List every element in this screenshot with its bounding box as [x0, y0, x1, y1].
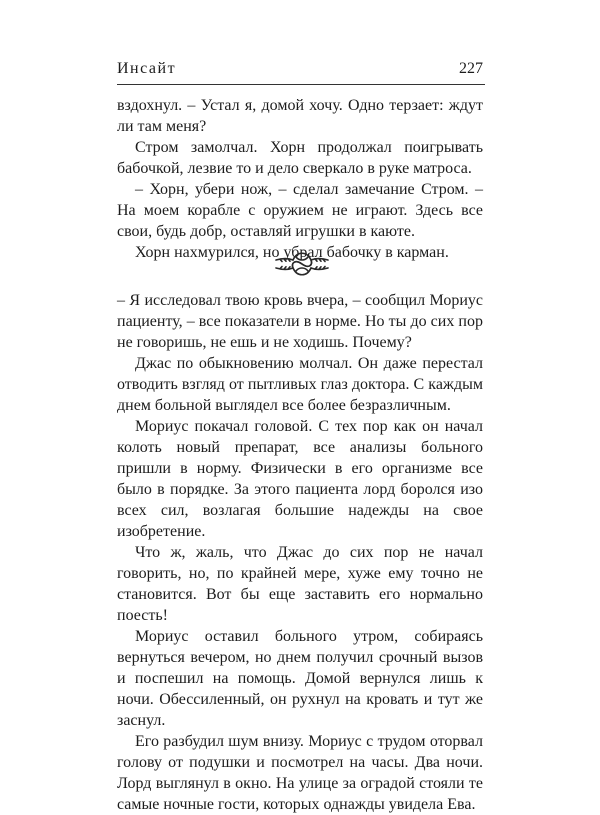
paragraph: Джас по обыкновению молчал. Он даже перестал отводить взгляд от пытливых глаз доктора. С каждым днем больной выглядел все более безразличным. [117, 355, 483, 414]
running-title: Инсайт [117, 60, 177, 77]
paragraph: Мориус оставил больного утром, собираясь вернуться вечером, но днем получил срочный вызов и поспешил на помощь. Домой вернулся лишь к ночи. Обессиленный, он рухнул на кровать и тут же заснул. [117, 628, 483, 729]
paragraph: – Я исследовал твою кровь вчера, – сообщил Мориус пациенту, – все показатели в норме. Но ты до сих пор не говоришь, не ешь и не ходишь. Почему? [117, 292, 483, 351]
paragraph: – Хорн, убери нож, – сделал замечание Стром. – На моем корабле с оружием не играют. Здесь все свои, будь добр, оставляй игрушки в каюте. [117, 181, 483, 240]
paragraph: Что ж, жаль, что Джас до сих пор не начал говорить, но, по крайней мере, хуже ему точно не становится. Вот бы еще заставить его нормально поесть! [117, 544, 483, 624]
page-header [117, 60, 483, 84]
page-number: 227 [459, 60, 483, 77]
header-rule [117, 84, 485, 85]
text-section-1 [117, 95, 483, 263]
text-section-2 [117, 290, 483, 815]
paragraph: Хорн нахмурился, но убрал бабочку в карман. [135, 244, 449, 261]
paragraph: Мориус покачал головой. С тех пор как он начал колоть новый препарат, все анализы больного пришли в норму. Физически в его организме все было в порядке. За этого пациента лорд боролся изо всех сил, возлагая большие надежды на свое изобретение. [117, 418, 483, 540]
paragraph: Его разбудил шум внизу. Мориус с трудом оторвал голову от подушки и посмотрел на часы. Два ночи. Лорд выглянул в окно. На улице за оградой стояли те самые ночные гости, которых однажды увидела Ева. [117, 733, 483, 813]
rope-knot-icon [275, 249, 329, 279]
paragraph: вздохнул. – Устал я, домой хочу. Одно терзает: ждут ли там меня? [117, 97, 483, 135]
paragraph: Стром замолчал. Хорн продолжал поигрывать бабочкой, лезвие то и дело сверкало в руке матроса. [117, 139, 483, 177]
